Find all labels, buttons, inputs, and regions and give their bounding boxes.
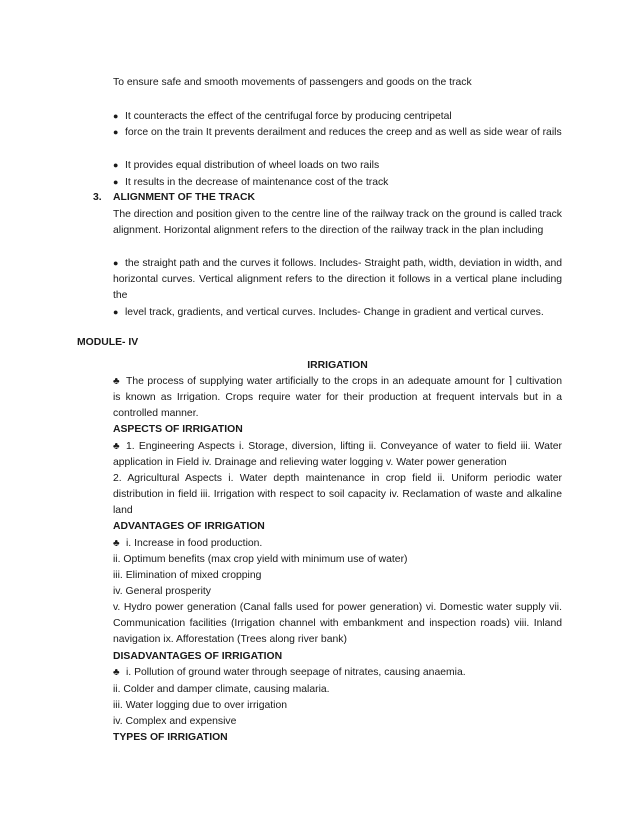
list-item: iii. Elimination of mixed cropping [113, 570, 262, 581]
bullet-icon: ● [113, 127, 119, 137]
bracket-glyph: ⌉ [508, 376, 513, 387]
list-item: ii. Colder and damper climate, causing malaria. [113, 684, 330, 695]
list-item: iv. General prosperity [113, 586, 211, 597]
bullet-item: ● It counteracts the effect of the centrifugal force by producing centripetal [113, 108, 562, 125]
list-item: iv. Complex and expensive [113, 716, 237, 727]
club-icon: ♣ [113, 667, 120, 678]
club-icon: ♣ [113, 441, 120, 452]
bullet-item: ● It results in the decrease of maintenance cost of the track [113, 174, 562, 191]
list-item: iii. Water logging due to over irrigation [113, 700, 288, 711]
page-title: IRRIGATION [307, 360, 368, 371]
bullet-item: ● It provides equal distribution of wheel loads on two rails [113, 157, 562, 174]
aspects-item: ♣ 1. Engineering Aspects i. Storage, diversion, lifting ii. Conveyance of water to field iii. Water application in Field iv. Drainage and relieving water logging v. Water power generation [113, 441, 562, 469]
list-item: ♣ i. Pollution of ground water through seepage of nitrates, causing anaemia. [113, 665, 562, 681]
list-item: ♣ i. Increase in food production. [113, 536, 562, 552]
bullet-icon: ● [113, 258, 119, 268]
aspects-item: 2. Agricultural Aspects i. Water depth maintenance in crop field ii. Uniform periodic water distribution in field iii. Irrigation with respect to soil capacity iv. Reclamation of waste and alkaline land [113, 473, 562, 517]
section-number: 3. [93, 192, 102, 203]
bullet-icon: ● [113, 111, 119, 121]
types-heading: TYPES OF IRRIGATION [113, 732, 228, 743]
bullet-item: ● the straight path and the curves it follows. Includes- Straight path, width, deviation in width, and horizontal curves. Vertical alignment refers to the direction it follows in a vertical plane including the [113, 255, 562, 305]
list-item: ii. Optimum benefits (max crop yield with minimum use of water) [113, 554, 408, 565]
advantages-heading: ADVANTAGES OF IRRIGATION [113, 521, 265, 532]
bullet-icon: ● [113, 177, 119, 187]
section-heading: ALIGNMENT OF THE TRACK [113, 192, 255, 203]
disadvantages-heading: DISADVANTAGES OF IRRIGATION [113, 651, 283, 662]
bullet-icon: ● [113, 160, 119, 170]
section-paragraph: The direction and position given to the centre line of the railway track on the ground is called track alignment. Horizontal alignment refers to the direction of the railway track in the plan including [113, 209, 562, 237]
module-heading: MODULE- IV [77, 337, 139, 348]
definition-paragraph: ♣ The process of supplying water artificially to the crops in an adequate amount for ⌉ cultivation is known as Irrigation. Crops require water for their production at frequent intervals but in a controlled manner. [113, 376, 562, 420]
aspects-heading: ASPECTS OF IRRIGATION [113, 424, 243, 435]
bullet-item: ● force on the train It prevents derailment and reduces the creep and as well as side wear of rails [113, 124, 562, 141]
club-icon: ♣ [113, 538, 120, 549]
bullet-item: ● level track, gradients, and vertical curves. Includes- Change in gradient and vertical curves. [113, 304, 562, 321]
club-icon: ♣ [113, 376, 120, 387]
bullet-icon: ● [113, 307, 119, 317]
intro-line: To ensure safe and smooth movements of passengers and goods on the track [113, 77, 472, 88]
list-item: v. Hydro power generation (Canal falls used for power generation) vi. Domestic water supply vii. Communication facilities (Irrigation channel with embankment and inspection roads) viii. Inland navigation ix. Afforestation (Trees along river bank) [113, 602, 562, 646]
